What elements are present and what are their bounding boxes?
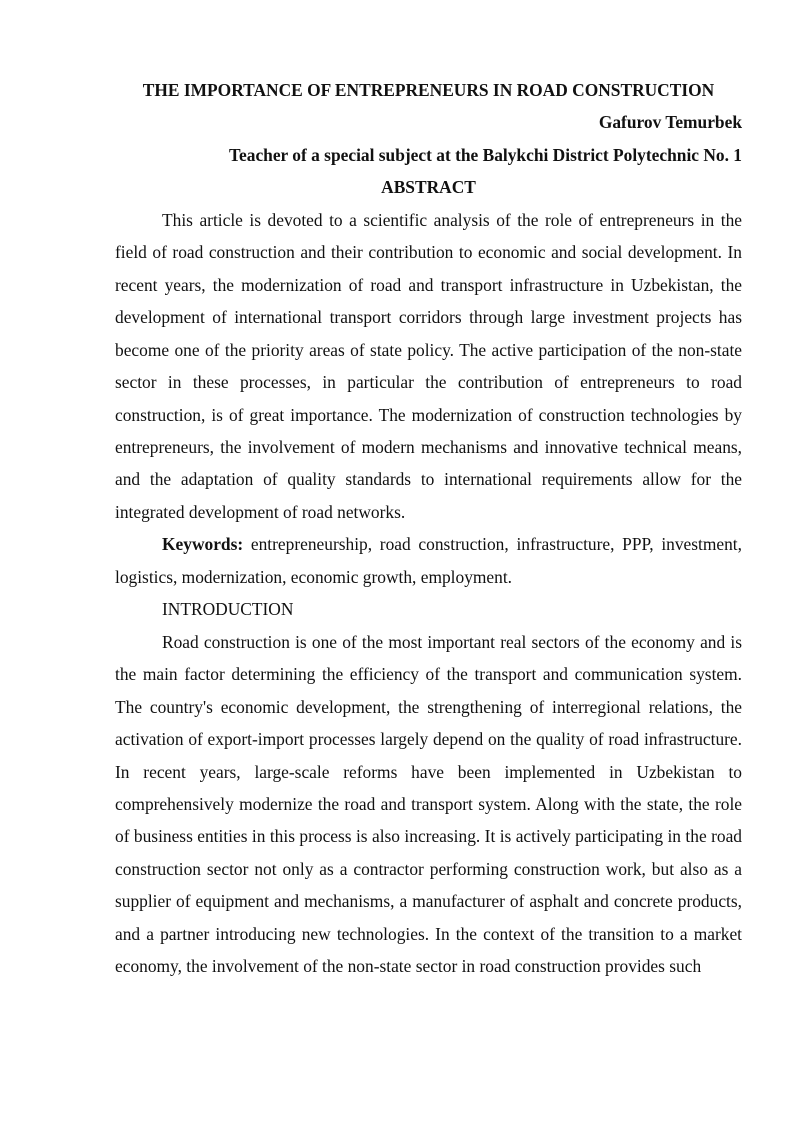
keywords-list: entrepreneurship, road construction, infrastructure, PPP, investment, logistics, modernization, economic growth, employment. — [115, 534, 742, 587]
introduction-paragraph: Road construction is one of the most important real sectors of the economy and is the main factor determining the efficiency of the transport and communication system. The country's economic development, the strengthening of interregional relations, the activation of export-import processes largely depend on the quality of road infrastructure. In recent years, large-scale reforms have been implemented in Uzbekistan to comprehensively modernize the road and transport system. Along with the state, the role of business entities in this process is also increasing. It is actively participating in the road construction sector not only as a contractor performing construction work, but also as a supplier of equipment and mechanisms, a manufacturer of asphalt and concrete products, and a partner introducing new technologies. In the context of the transition to a market economy, the involvement of the non-state sector in road construction provides such — [115, 631, 742, 977]
abstract-heading: ABSTRACT — [381, 177, 476, 198]
author-affiliation: Teacher of a special subject at the Balykchi District Polytechnic No. 1 — [229, 144, 742, 165]
author-name: Gafurov Temurbek — [598, 112, 742, 133]
keywords-label: Keywords: — [162, 534, 244, 555]
keywords-paragraph — [115, 528, 742, 593]
introduction-heading: INTRODUCTION — [162, 599, 294, 620]
document-page — [115, 74, 742, 983]
paper-title: THE IMPORTANCE OF ENTREPRENEURS IN ROAD CONSTRUCTION — [142, 80, 715, 100]
abstract-paragraph: This article is devoted to a scientific analysis of the role of entrepreneurs in the field of road construction and their contribution to economic and social development. In recent years, the modernization of road and transport infrastructure in Uzbekistan, the development of international transport corridors through large investment projects has become one of the priority areas of state policy. The active participation of the non-state sector in these processes, in particular the contribution of entrepreneurs to road construction, is of great importance. The modernization of construction technologies by entrepreneurs, the involvement of modern mechanisms and innovative technical means, and the adaptation of quality standards to international requirements allow for the integrated development of road networks. — [115, 209, 742, 522]
